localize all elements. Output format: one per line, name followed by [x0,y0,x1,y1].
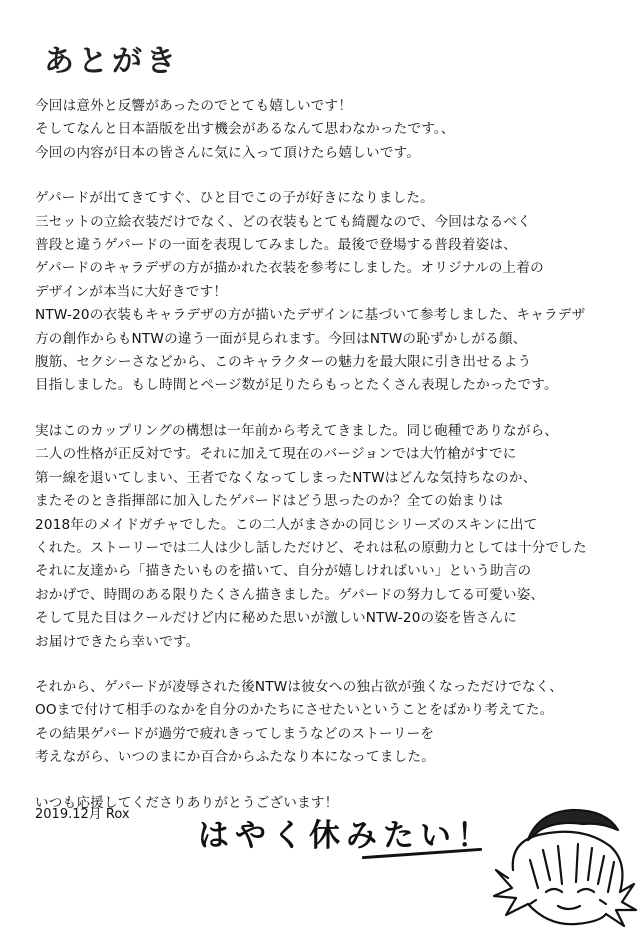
text-line: 三セットの立絵衣装だけでなく、どの衣装もとても綺麗なので、今回はなるべく [35,213,532,230]
text-line: そしてなんと日本語版を出す機会があるなんて思わなかったです。、 [35,121,455,138]
text-line: お届けできたら幸いです。 [35,633,200,650]
text-line: その結果ゲパードが過労で疲れきってしまうなどのストーリーを [35,725,435,742]
text-line: ゲパードのキャラデザの方が描かれた衣装を参考にしました。オリジナルの上着の [35,260,544,277]
signature-date: 2019.12月 Rox [35,807,130,822]
text-line: 今回の内容が日本の皆さんに気に入って頂けたら嬉しいです。 [35,144,421,161]
paragraph-2 [35,187,640,398]
text-line: それから、ゲパードが凌辱された後NTWは彼女への独占欲が強くなっただけでなく、 [35,678,563,695]
paragraph-1 [35,95,640,165]
text-line: おかげで、時間のある限りたくさん描きました。ゲパードの努力してる可愛い姿、 [35,586,545,603]
text-line: いつも応援してくださりありがとうございます！ [35,794,339,811]
chibi-character-doodle-icon [488,800,638,935]
handwritten-shout: はやく休みたい！ [198,818,494,854]
text-line: 2018年のメイドガチャでした。この二人がまさかの同じシリーズのスキンに出て [35,516,538,533]
paragraph-3 [35,420,640,654]
text-line: デザインが本当に大好きです！ [35,283,228,300]
text-line: またそのとき指揮部に加入したゲパードはどう思ったのか？全ての始まりは [35,493,504,510]
text-line: 今回は意外と反響があったのでとても嬉しいです！ [35,98,353,114]
text-line: 第一線を退いてしまい、王者でなくなってしまったNTWはどんな気持ちなのか、 [35,469,537,486]
text-line: NTW-20の衣装もキャラデザの方が描いたデザインに基づいて参考しました、キャラデザ [35,307,586,324]
text-line: それに友達から「描きたいものを描いて、自分が嬉しければいい」という助言の [35,563,532,580]
text-line: ゲパードが出てきてすぐ、ひと目でこの子が好きになりました。 [35,190,434,207]
text-line: 腹筋、セクシーさなどから、このキャラクターの魅力を最大限に引き出せるよう [35,354,532,371]
text-line: 方の創作からもNTWの違う一面が見られます。今回はNTWの恥ずかしがる顔、 [35,330,527,347]
page-title: あとがき [44,44,180,79]
paragraph-4 [35,676,640,770]
text-line: くれた。ストーリーでは二人は少し話しただけど、それは私の原動力としては十分でした [35,539,587,556]
text-line: 目指しました。もし時間とページ数が足りたらもっとたくさん表現したかったです。 [35,377,558,394]
text-line: 考えながら、いつのまにか百合からふたなり本になってました。 [35,749,436,766]
text-line: 実はこのカップリングの構想は一年前から考えてきました。同じ砲種でありながら、 [35,422,559,439]
text-line: 二人の性格が正反対です。それに加えて現在のバージョンでは大竹槍がすでに [35,446,517,463]
text-line: OOまで付けて相手のなかを自分のかたちにさせたいということをばかり考えてた。 [35,702,554,719]
text-line: そして見た目はクールだけど内に秘めた思いが激しいNTW-20の姿を皆さんに [35,610,518,627]
text-line: 普段と違うゲパードの一面を表現してみました。最後で登場する普段着姿は、 [35,237,517,254]
afterword-body [35,95,640,837]
